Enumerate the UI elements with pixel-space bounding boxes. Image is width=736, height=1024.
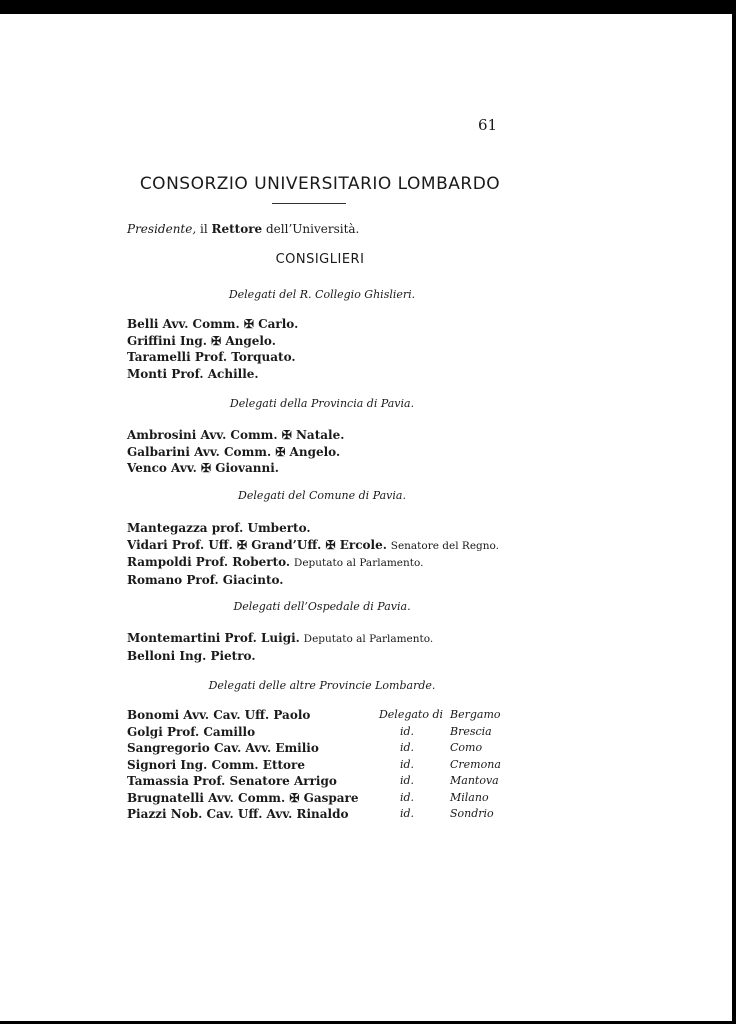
member-name: Taramelli Prof. Torquato. [127, 350, 296, 364]
delegate-city: Cremona [450, 757, 501, 771]
scan-top-border [0, 0, 736, 14]
delegate-role: id. [399, 757, 415, 771]
delegate-city: Milano [450, 790, 489, 804]
delegate-role: id. [399, 807, 415, 820]
president-bold-word: Rettore [211, 222, 263, 236]
member-note: Deputato al Parlamento. [293, 557, 424, 569]
member-list [127, 427, 344, 477]
delegate-city: Como [450, 741, 483, 754]
member-entry [127, 366, 298, 383]
member-name: Montemartini Prof. Luigi. [127, 631, 300, 645]
delegate-role: Delegato di [378, 708, 444, 721]
group-heading: Delegati del Comune di Pavia. [238, 489, 406, 502]
member-name: Monti Prof. Achille. [127, 366, 259, 381]
member-name: Venco Avv. ✠ Giovanni. [127, 461, 279, 475]
member-note: Deputato al Parlamento. [303, 633, 434, 645]
member-name: Mantegazza prof. Umberto. [127, 521, 311, 535]
page-title: CONSORZIO UNIVERSITARIO LOMBARDO [139, 174, 501, 194]
delegate-name: Piazzi Nob. Cav. Uff. Avv. Rinaldo [127, 807, 349, 821]
member-name: Ambrosini Avv. Comm. ✠ Natale. [127, 428, 345, 442]
group-heading: Delegati della Provincia di Pavia. [229, 397, 415, 410]
table-row [127, 708, 507, 725]
member-name: Griffini Ing. ✠ Angelo. [127, 333, 276, 348]
table-row [127, 791, 507, 808]
delegate-role: id. [399, 741, 415, 754]
member-entry [127, 460, 344, 477]
member-entry [127, 520, 499, 537]
member-name: Belloni Ing. Pietro. [127, 648, 256, 663]
member-entry [127, 316, 298, 333]
member-entry [127, 630, 433, 648]
member-entry [127, 349, 298, 366]
delegates-table [127, 708, 507, 824]
group-heading: Delegati dell’Ospedale di Pavia. [233, 600, 411, 613]
member-name: Belli Avv. Comm. ✠ Carlo. [127, 317, 299, 331]
member-entry [127, 333, 298, 350]
table-row [127, 758, 507, 775]
member-entry [127, 572, 499, 589]
delegate-city: Brescia [450, 724, 492, 738]
delegate-name: Signori Ing. Comm. Ettore [127, 757, 305, 772]
member-note: Senatore del Regno. [390, 539, 500, 552]
member-entry [127, 427, 344, 444]
table-row [127, 774, 507, 791]
president-text-after: dell’Università. [266, 222, 360, 236]
page-number: 61 [478, 116, 498, 134]
group-heading: Delegati delle altre Provincie Lombarde. [208, 679, 436, 692]
scan-right-border [732, 0, 736, 1024]
member-name: Vidari Prof. Uff. ✠ Grand’Uff. ✠ Ercole. [127, 537, 387, 552]
member-entry [127, 554, 499, 572]
delegate-name: Brugnatelli Avv. Comm. ✠ Gaspare [127, 790, 359, 805]
title-divider [272, 203, 346, 204]
section-heading: CONSIGLIERI [275, 252, 365, 267]
delegate-role: id. [399, 774, 415, 787]
member-entry [127, 648, 433, 665]
delegate-name: Tamassia Prof. Senatore Arrigo [127, 774, 337, 788]
member-name: Rampoldi Prof. Roberto. [127, 555, 291, 569]
delegate-role: id. [399, 724, 415, 738]
member-list [127, 316, 298, 382]
president-label: Presidente, [127, 222, 197, 236]
delegate-city: Mantova [450, 774, 499, 787]
delegate-role: id. [399, 790, 415, 804]
delegate-city: Bergamo [450, 708, 501, 721]
group-heading: Delegati del R. Collegio Ghislieri. [228, 288, 416, 301]
table-row [127, 807, 507, 824]
table-row [127, 725, 507, 742]
president-text-before: il [200, 222, 208, 236]
member-name: Romano Prof. Giacinto. [127, 572, 284, 587]
president-line [127, 222, 359, 236]
member-entry [127, 537, 499, 555]
member-list [127, 630, 433, 664]
delegate-name: Golgi Prof. Camillo [127, 724, 256, 739]
delegate-name: Sangregorio Cav. Avv. Emilio [127, 741, 319, 755]
member-list [127, 520, 499, 588]
table-row [127, 741, 507, 758]
member-name: Galbarini Avv. Comm. ✠ Angelo. [127, 444, 341, 459]
delegate-name: Bonomi Avv. Cav. Uff. Paolo [127, 708, 311, 722]
member-entry [127, 444, 344, 461]
delegate-city: Sondrio [450, 807, 494, 820]
